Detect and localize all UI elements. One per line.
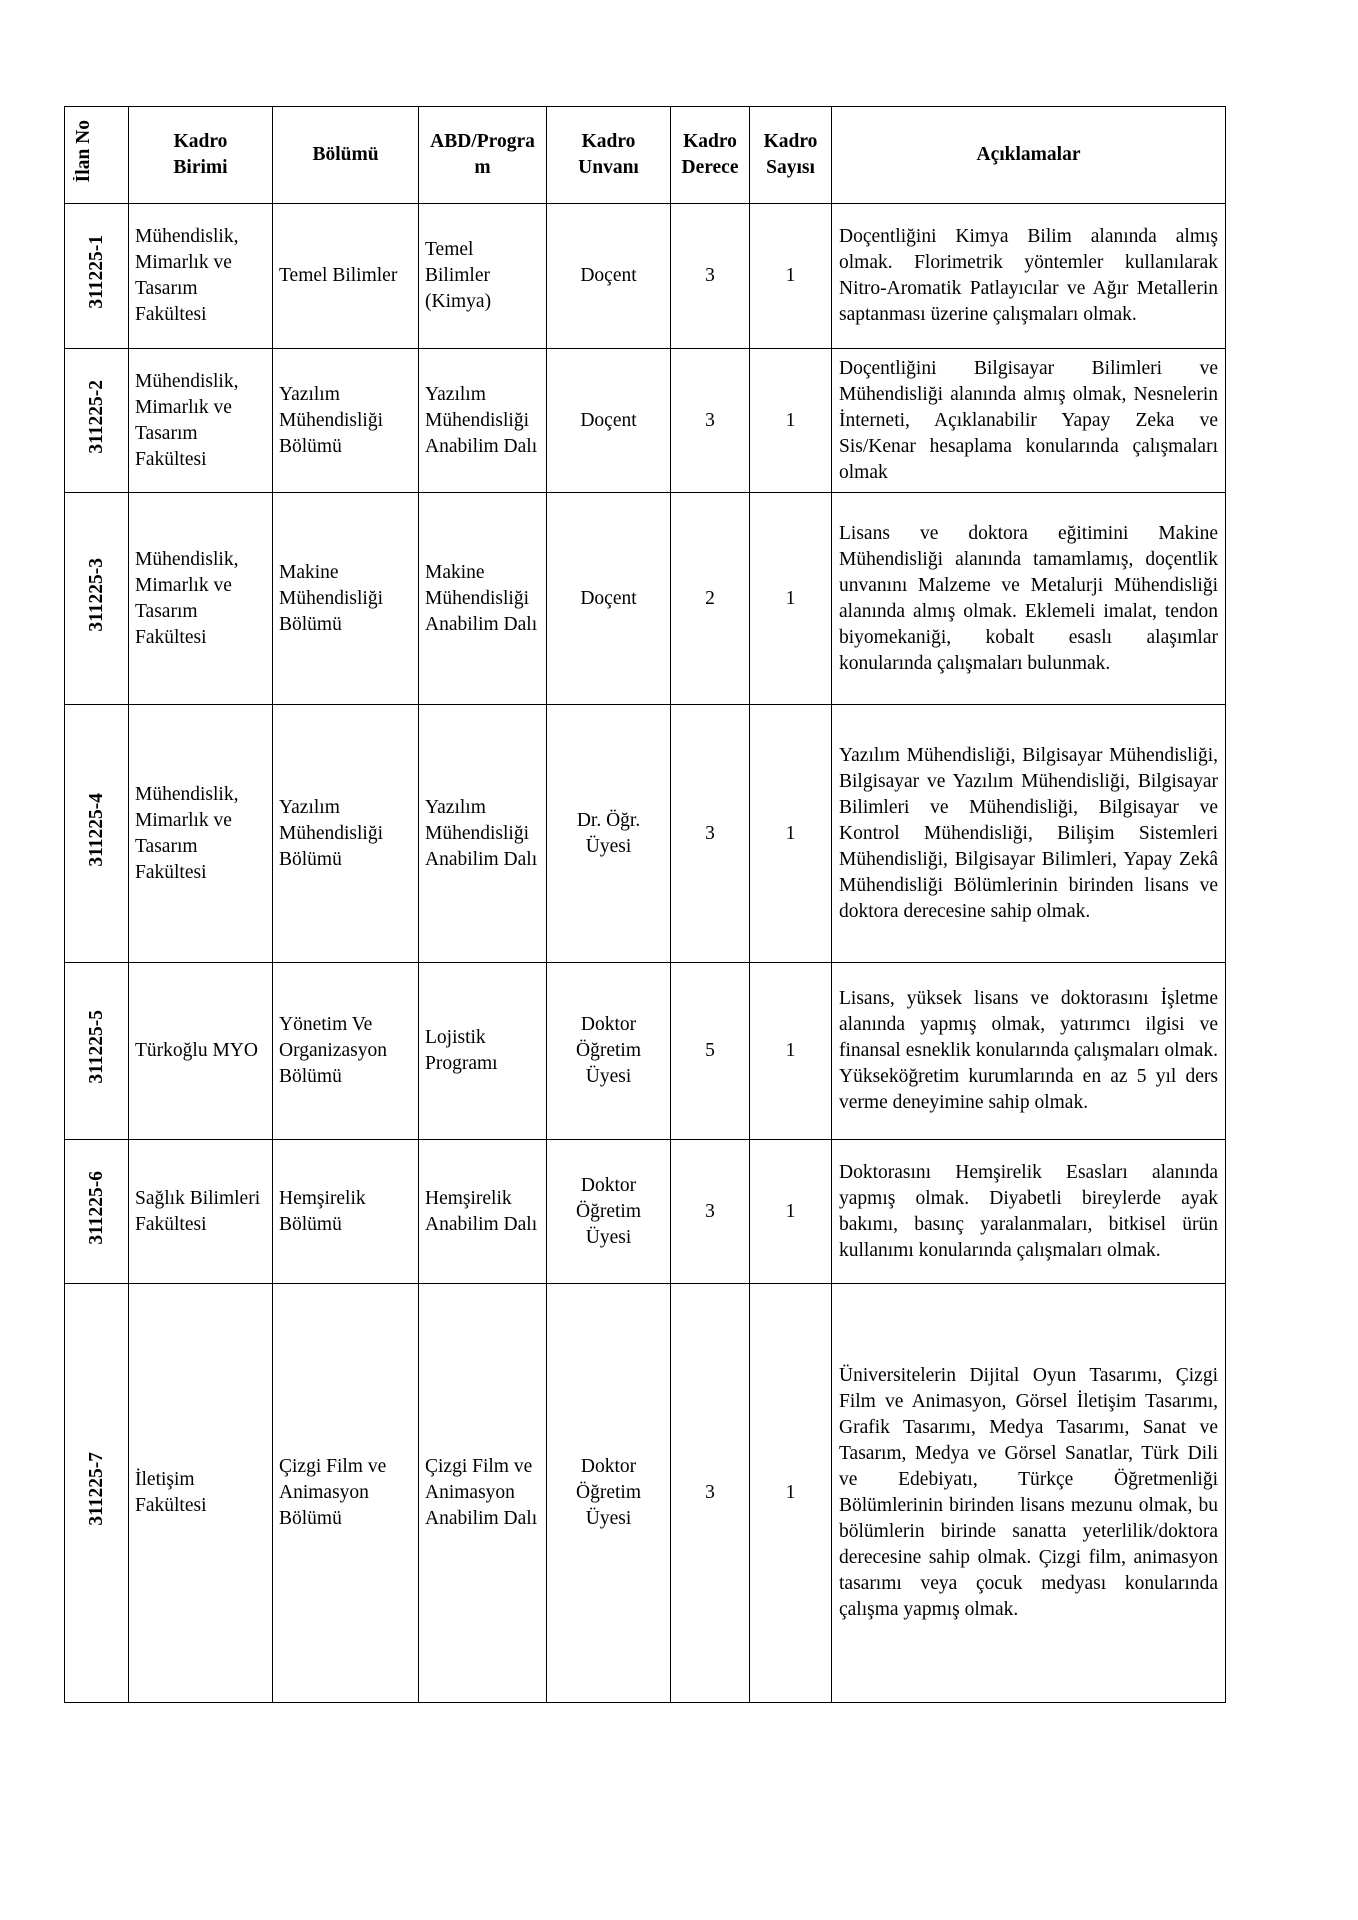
- header-abd-program: ABD/Program: [419, 107, 547, 204]
- kadro-derece-cell: 3: [671, 349, 750, 493]
- aciklamalar-cell: Doktorasını Hemşirelik Esasları alanında yapmış olmak. Diyabetli bireylerde ayak bakımı, basınç yaralanmaları, bitkisel ürün kullanımı konularında çalışmaları olmak.: [832, 1140, 1226, 1284]
- aciklamalar-cell: Lisans ve doktora eğitimini Makine Mühendisliği alanında tamamlamış, doçentlik unvanını Malzeme ve Metalurji Mühendisliği alanında almış olmak. Eklemeli imalat, tendon biyomekaniği, kobalt esaslı alaşımlar konularında çalışmaları bulunmak.: [832, 493, 1226, 705]
- ilan-no-text: 311225-3: [85, 557, 107, 632]
- aciklamalar-cell: Üniversitelerin Dijital Oyun Tasarımı, Çizgi Film ve Animasyon, Görsel İletişim Tasarımı, Grafik Tasarımı, Medya Tasarımı, Sanat ve Tasarım, Medya ve Görsel Sanatlar, Türk Dili ve Edebiyatı, Türkçe Öğretmenliği Bölümlerinin birinden lisans mezunu olmak, bu bölümlerin birinde sanatta yeterlilik/doktora derecesine sahip olmak. Çizgi film, animasyon tasarımı veya çocuk medyası konularında çalışma yapmış olmak.: [832, 1284, 1226, 1703]
- kadro-birimi-cell: Mühendislik, Mimarlık ve Tasarım Fakültesi: [129, 349, 273, 493]
- kadro-unvani-cell: Doçent: [547, 349, 671, 493]
- bolumu-cell: Temel Bilimler: [273, 204, 419, 349]
- kadro-sayisi-cell: 1: [750, 1284, 832, 1703]
- bolumu-cell: Çizgi Film ve Animasyon Bölümü: [273, 1284, 419, 1703]
- kadro-derece-cell: 3: [671, 204, 750, 349]
- header-kadro-unvani: Kadro Unvanı: [547, 107, 671, 204]
- ilan-no-text: 311225-4: [85, 792, 107, 867]
- header-bolumu: Bölümü: [273, 107, 419, 204]
- kadro-sayisi-cell: 1: [750, 349, 832, 493]
- kadro-unvani-cell: Dr. Öğr. Üyesi: [547, 705, 671, 963]
- bolumu-cell: Makine Mühendisliği Bölümü: [273, 493, 419, 705]
- ilan-no-text: 311225-7: [85, 1452, 107, 1526]
- header-kadro-sayisi: Kadro Sayısı: [750, 107, 832, 204]
- ilan-no-cell: [65, 1140, 129, 1284]
- ilan-no-text: 311225-1: [85, 235, 107, 309]
- kadro-birimi-cell: Türkoğlu MYO: [129, 963, 273, 1140]
- kadro-birimi-cell: Mühendislik, Mimarlık ve Tasarım Fakültesi: [129, 493, 273, 705]
- kadro-ilan-table: [64, 106, 1226, 1703]
- kadro-sayisi-cell: 1: [750, 705, 832, 963]
- ilan-no-cell: [65, 963, 129, 1140]
- abd-program-cell: Makine Mühendisliği Anabilim Dalı: [419, 493, 547, 705]
- header-row: [65, 107, 1226, 204]
- bolumu-cell: Yazılım Mühendisliği Bölümü: [273, 705, 419, 963]
- kadro-unvani-cell: Doktor Öğretim Üyesi: [547, 1284, 671, 1703]
- abd-program-cell: Çizgi Film ve Animasyon Anabilim Dalı: [419, 1284, 547, 1703]
- aciklamalar-cell: Yazılım Mühendisliği, Bilgisayar Mühendisliği, Bilgisayar ve Yazılım Mühendisliği, Bilgisayar Bilimleri ve Mühendisliği, Bilgisayar ve Kontrol Mühendisliği, Bilişim Sistemleri Mühendisliği, Bilgisayar Bilimleri, Yapay Zekâ Mühendisliği Bölümlerinin birinden lisans ve doktora derecesine sahip olmak.: [832, 705, 1226, 963]
- ilan-no-cell: [65, 349, 129, 493]
- table-row: [65, 1284, 1226, 1703]
- bolumu-cell: Yazılım Mühendisliği Bölümü: [273, 349, 419, 493]
- kadro-derece-cell: 3: [671, 1284, 750, 1703]
- table-row: [65, 963, 1226, 1140]
- abd-program-cell: Hemşirelik Anabilim Dalı: [419, 1140, 547, 1284]
- kadro-unvani-cell: Doktor Öğretim Üyesi: [547, 963, 671, 1140]
- kadro-sayisi-cell: 1: [750, 204, 832, 349]
- kadro-derece-cell: 5: [671, 963, 750, 1140]
- aciklamalar-cell: Doçentliğini Kimya Bilim alanında almış olmak. Florimetrik yöntemler kullanılarak Nitro-Aromatik Patlayıcılar ve Ağır Metallerin saptanması üzerine çalışmaları olmak.: [832, 204, 1226, 349]
- kadro-derece-cell: 3: [671, 705, 750, 963]
- kadro-birimi-cell: Sağlık Bilimleri Fakültesi: [129, 1140, 273, 1284]
- aciklamalar-cell: Doçentliğini Bilgisayar Bilimleri ve Mühendisliği alanında almış olmak, Nesnelerin İnterneti, Açıklanabilir Yapay Zeka ve Sis/Kenar hesaplama konularında çalışmaları olmak: [832, 349, 1226, 493]
- bolumu-cell: Hemşirelik Bölümü: [273, 1140, 419, 1284]
- table-row: [65, 349, 1226, 493]
- kadro-sayisi-cell: 1: [750, 963, 832, 1140]
- kadro-birimi-cell: Mühendislik, Mimarlık ve Tasarım Fakültesi: [129, 705, 273, 963]
- bolumu-cell: Yönetim Ve Organizasyon Bölümü: [273, 963, 419, 1140]
- kadro-unvani-cell: Doçent: [547, 493, 671, 705]
- header-aciklamalar: Açıklamalar: [832, 107, 1226, 204]
- ilan-no-text: 311225-2: [85, 379, 107, 454]
- kadro-birimi-cell: Mühendislik, Mimarlık ve Tasarım Fakültesi: [129, 204, 273, 349]
- table-row: [65, 705, 1226, 963]
- abd-program-cell: Yazılım Mühendisliği Anabilim Dalı: [419, 705, 547, 963]
- aciklamalar-cell: Lisans, yüksek lisans ve doktorasını İşletme alanında yapmış olmak, yatırımcı ilgisi ve finansal esneklik konularında çalışmaları olmak. Yükseköğretim kurumlarında en az 5 yıl ders verme deneyimine sahip olmak.: [832, 963, 1226, 1140]
- ilan-no-cell: [65, 705, 129, 963]
- header-kadro-birimi: Kadro Birimi: [129, 107, 273, 204]
- ilan-no-cell: [65, 493, 129, 705]
- ilan-no-cell: [65, 204, 129, 349]
- abd-program-cell: Temel Bilimler (Kimya): [419, 204, 547, 349]
- kadro-unvani-cell: Doçent: [547, 204, 671, 349]
- ilan-no-text: 311225-5: [85, 1010, 107, 1084]
- header-ilan-no: İlan No: [65, 107, 129, 204]
- abd-program-cell: Yazılım Mühendisliği Anabilim Dalı: [419, 349, 547, 493]
- table-row: [65, 204, 1226, 349]
- table-row: [65, 1140, 1226, 1284]
- ilan-no-text: 311225-6: [85, 1170, 107, 1245]
- kadro-derece-cell: 2: [671, 493, 750, 705]
- table-row: [65, 493, 1226, 705]
- kadro-sayisi-cell: 1: [750, 493, 832, 705]
- ilan-no-cell: [65, 1284, 129, 1703]
- kadro-sayisi-cell: 1: [750, 1140, 832, 1284]
- header-kadro-derece: Kadro Derece: [671, 107, 750, 204]
- abd-program-cell: Lojistik Programı: [419, 963, 547, 1140]
- kadro-derece-cell: 3: [671, 1140, 750, 1284]
- kadro-birimi-cell: İletişim Fakültesi: [129, 1284, 273, 1703]
- kadro-unvani-cell: Doktor Öğretim Üyesi: [547, 1140, 671, 1284]
